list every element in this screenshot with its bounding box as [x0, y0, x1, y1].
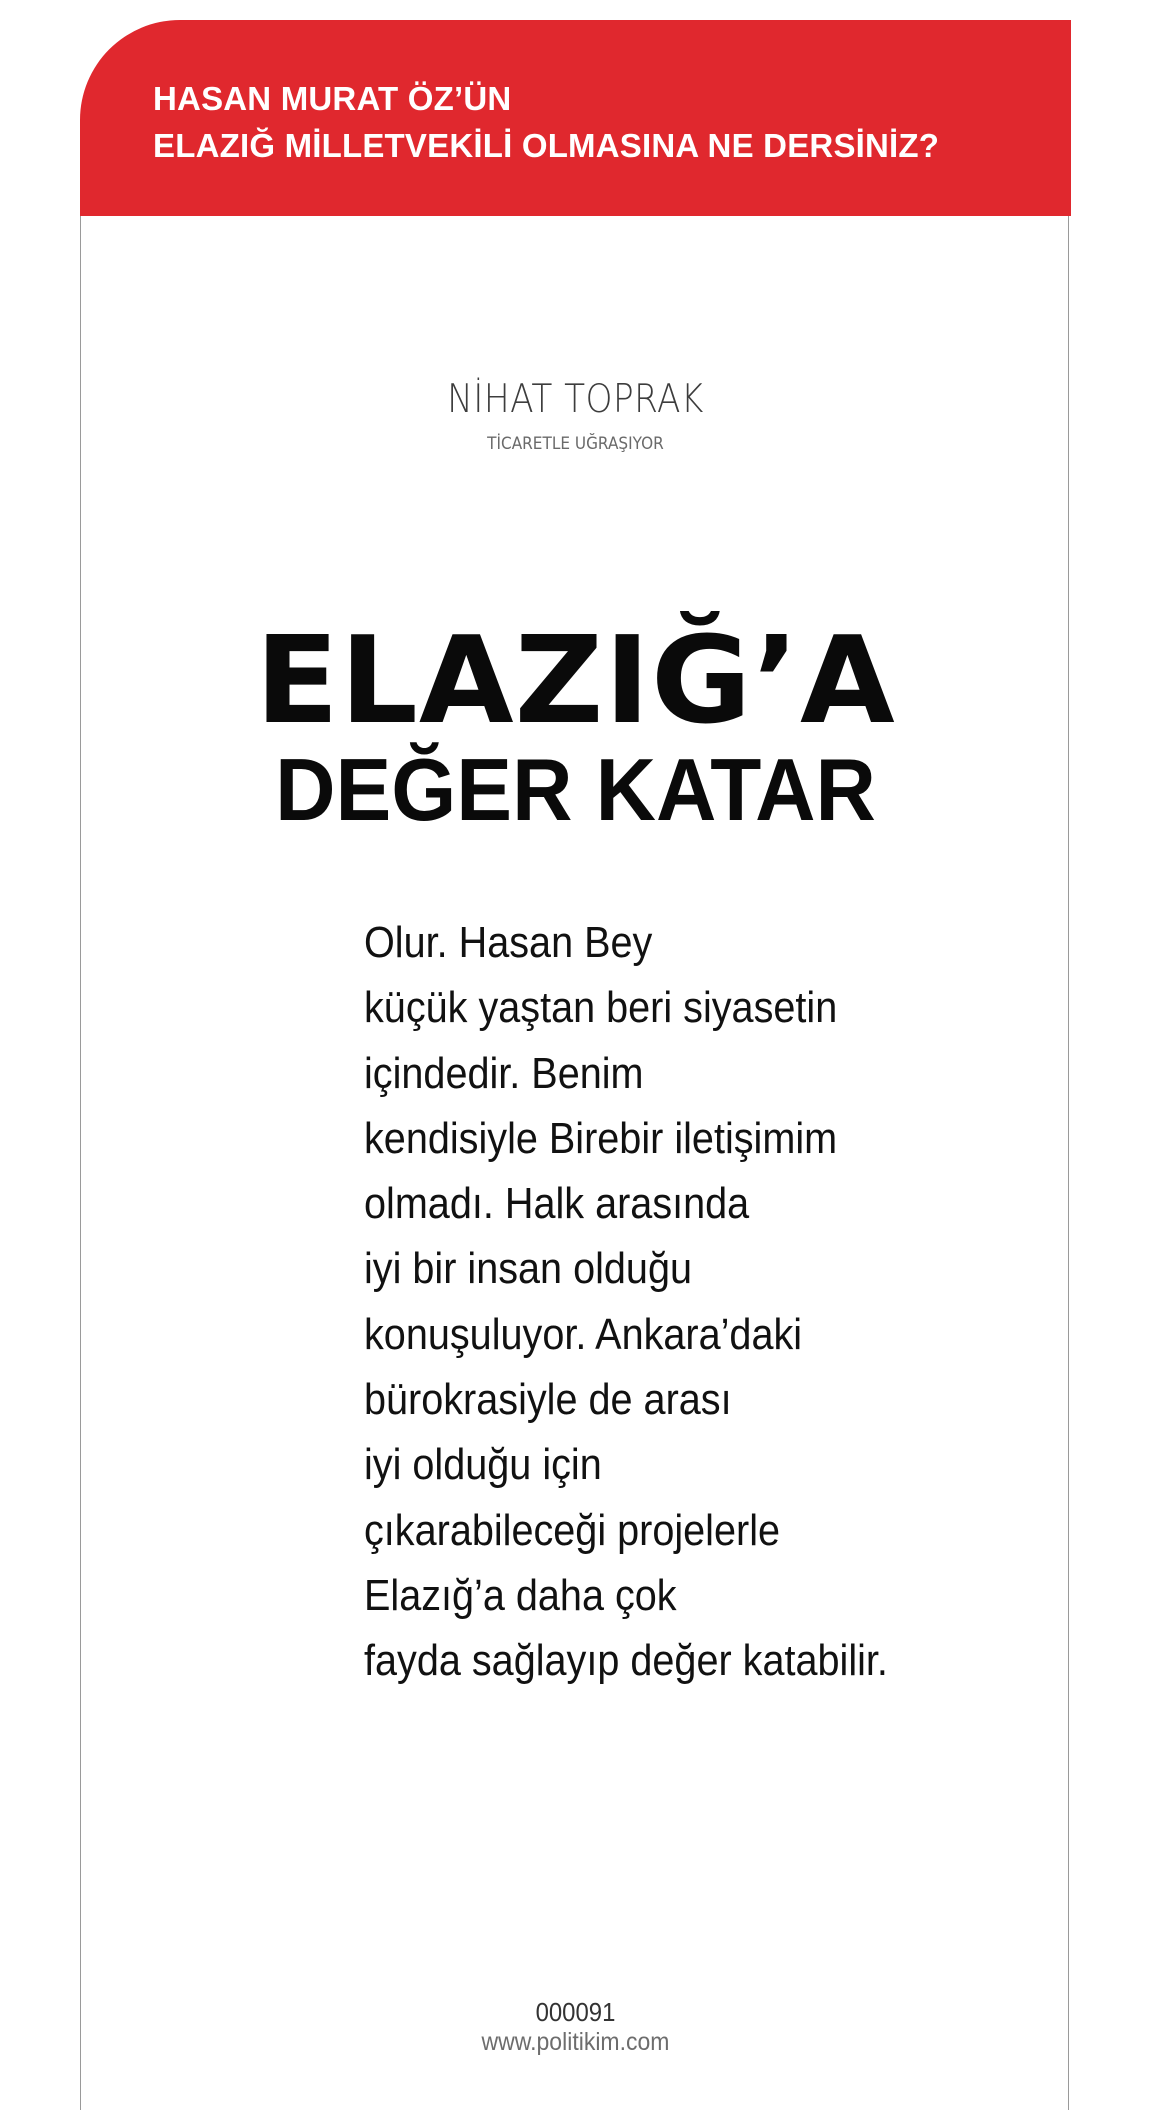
answer-line: olmadı. Halk arasında [364, 1179, 750, 1229]
card-footer [80, 1997, 1071, 2057]
answer-line: Olur. Hasan Bey [364, 918, 653, 967]
answer-line: bürokrasiyle de arası [364, 1375, 732, 1425]
answer-headline [80, 612, 1071, 840]
answer-line: içindedir. Benim [364, 1048, 644, 1098]
answer-body [364, 910, 1004, 1694]
answer-line: kendisiyle Birebir iletişimim [364, 1113, 838, 1163]
question-line-2: ELAZIĞ MİLLETVEKİLİ OLMASINA NE DERSİNİZ? [153, 127, 940, 164]
respondent-name: NİHAT TOPRAK [447, 377, 704, 422]
question-line-1: HASAN MURAT ÖZ’ÜN [153, 80, 512, 117]
headline-line-2: DEĞER KATAR [275, 740, 876, 839]
answer-line: küçük yaştan beri siyasetin [364, 983, 838, 1033]
survey-card [80, 20, 1071, 2110]
entry-code: 000091 [535, 1997, 616, 2027]
website-link[interactable]: www.politikim.com [481, 2028, 670, 2056]
answer-line: iyi olduğu için [364, 1440, 602, 1490]
question-banner [80, 20, 1071, 216]
headline-line-1: ELAZIĞ’A [255, 612, 896, 751]
answer-line: iyi bir insan olduğu [364, 1244, 693, 1294]
survey-question [153, 75, 1071, 169]
answer-line: konuşuluyor. Ankara’daki [364, 1309, 803, 1359]
answer-line: çıkarabileceği projelerle [364, 1505, 781, 1555]
respondent-occupation: TİCARETLE UĞRAŞIYOR [487, 434, 664, 454]
answer-line: fayda sağlayıp değer katabilir. [364, 1636, 888, 1686]
respondent-info [80, 375, 1071, 459]
answer-line: Elazığ’a daha çok [364, 1570, 677, 1620]
